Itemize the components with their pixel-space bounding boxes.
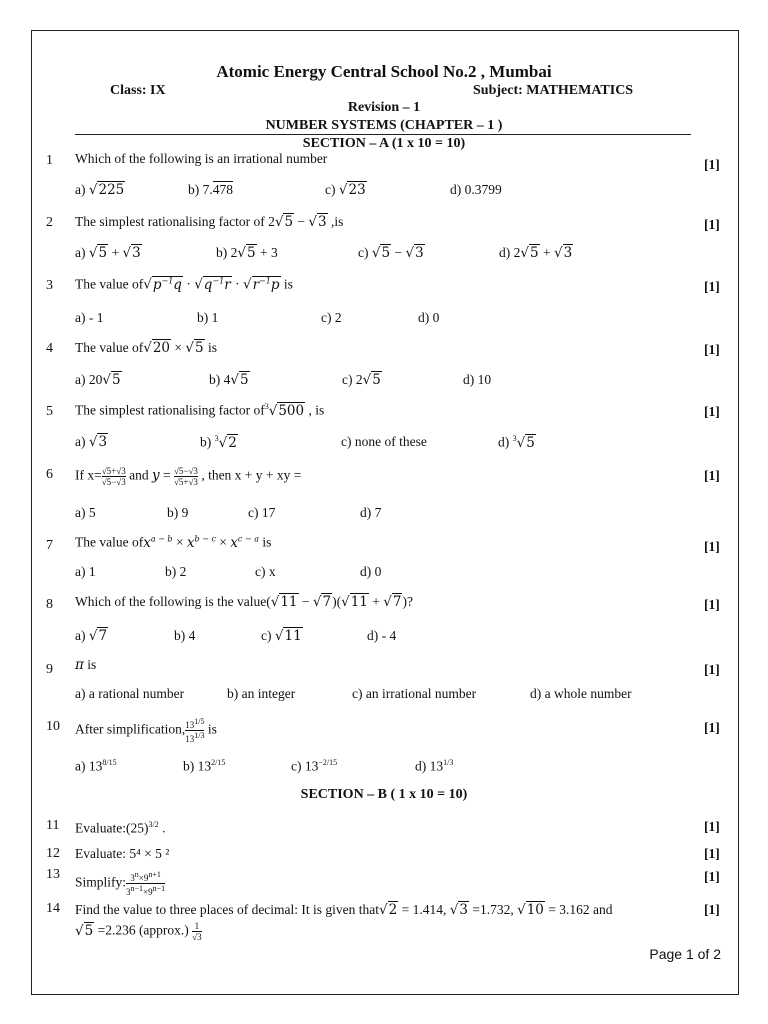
page-number: Page 1 of 2 bbox=[649, 946, 721, 962]
option-a: a) √225 bbox=[75, 182, 125, 198]
option-b: b) an integer bbox=[227, 686, 296, 701]
marks: [1] bbox=[704, 902, 720, 917]
header-divider bbox=[75, 134, 691, 135]
question-number: 8 bbox=[46, 597, 53, 612]
question-text: If x= $\frac{√5+√3}{√5-√3}$ and y = $\frac{√5-√3}{√5+√3}$ , then x + y + xy = bbox=[75, 466, 302, 487]
option-c: c) √11 bbox=[261, 628, 302, 644]
question-number: 13 bbox=[46, 867, 60, 882]
option-b: b) 9 bbox=[167, 505, 189, 520]
marks: [1] bbox=[704, 819, 720, 834]
question-text: Simplify: $\frac{3^n\times 9^{n+1}}{3^{n-1}\times 9^{n-1}}$ bbox=[75, 870, 166, 897]
question-number: 11 bbox=[46, 818, 60, 833]
option-c: c) √5 − √3 bbox=[358, 245, 424, 261]
option-d: d) 0 bbox=[360, 564, 382, 579]
option-a: a) - 1 bbox=[75, 310, 104, 325]
question-number: 12 bbox=[46, 846, 60, 861]
marks: [1] bbox=[704, 539, 720, 554]
question-number: 1 bbox=[46, 153, 53, 168]
question-text: The simplest rationalising factor of 2√5 − √3 ,is bbox=[75, 214, 344, 230]
question-number: 5 bbox=[46, 404, 53, 419]
option-c: c) an irrational number bbox=[352, 686, 477, 701]
marks: [1] bbox=[704, 720, 720, 735]
school-title: Atomic Energy Central School No.2 , Mumbai bbox=[216, 62, 552, 81]
question-number: 14 bbox=[46, 901, 60, 916]
class-label: Class: IX bbox=[110, 83, 166, 98]
marks: [1] bbox=[704, 404, 720, 419]
question-number: 4 bbox=[46, 341, 53, 356]
option-b: b) $13^{2/15}$ bbox=[183, 758, 226, 774]
question-text: Which of the following is an irrational number bbox=[75, 151, 328, 166]
marks: [1] bbox=[704, 597, 720, 612]
option-b: b) 2 bbox=[165, 564, 187, 579]
question-number: 2 bbox=[46, 215, 53, 230]
option-b: b) 2√5 + 3 bbox=[216, 245, 278, 261]
option-d: d) 2√5 + √3 bbox=[499, 245, 573, 261]
question-text: $Evaluate:(25)^{3/2}$ . bbox=[75, 820, 166, 836]
option-b: b) 7.478 bbox=[188, 182, 233, 197]
option-b: b) 1 bbox=[197, 310, 219, 325]
marks: [1] bbox=[704, 846, 720, 861]
marks: [1] bbox=[704, 279, 720, 294]
question-text: The value $ofx^{a - b} \times x^{b - c} \times x^{c - a}$ is bbox=[75, 534, 272, 551]
option-c: c) 17 bbox=[248, 505, 276, 520]
question-text: Evaluate: 5⁴ × 5 ² bbox=[75, 846, 170, 861]
question-text: The value of√20 × √5 is bbox=[75, 340, 217, 356]
option-d: d) 10 bbox=[463, 372, 492, 387]
option-a: a) $13^{8/15}$ bbox=[75, 758, 117, 774]
question-number: 6 bbox=[46, 467, 53, 482]
option-c: c) 2 bbox=[321, 310, 342, 325]
question-number: 9 bbox=[46, 662, 53, 677]
option-d: d) 0.3799 bbox=[450, 182, 502, 197]
option-d: d) 7 bbox=[360, 505, 382, 520]
option-d: d) - 4 bbox=[367, 628, 397, 643]
option-c: c) x bbox=[255, 564, 276, 579]
option-a: a) √5 + √3 bbox=[75, 245, 141, 261]
option-d: d) a whole number bbox=[530, 686, 632, 701]
marks: [1] bbox=[704, 662, 720, 677]
option-b: b) 4 bbox=[174, 628, 196, 643]
question-text: Find the value to three places of decimal: It is given that√2 = 1.414, √3 =1.732, √10 = 3.162 and bbox=[75, 902, 613, 918]
question-number: 7 bbox=[46, 538, 53, 553]
question-text: π is bbox=[75, 657, 97, 673]
marks: [1] bbox=[704, 157, 720, 172]
question-number: 3 bbox=[46, 278, 53, 293]
question-text-continued: √5 =2.236 (approx.) $\frac{1}{√3}$ bbox=[75, 921, 202, 942]
option-a: a) √3 bbox=[75, 434, 108, 450]
section-a-heading: SECTION – A (1 x 10 = 10) bbox=[302, 136, 466, 151]
marks: [1] bbox=[704, 217, 720, 232]
option-d: d) $13^{1/3}$ bbox=[415, 758, 454, 774]
marks: [1] bbox=[704, 468, 720, 483]
chapter-title: NUMBER SYSTEMS (CHAPTER – 1 ) bbox=[265, 118, 503, 133]
revision-label: Revision – 1 bbox=[347, 100, 421, 115]
subject-label: Subject: MATHEMATICS bbox=[473, 83, 634, 98]
option-a: a) 20√5 bbox=[75, 372, 121, 388]
marks: [1] bbox=[704, 869, 720, 884]
option-d: d) $^3$√5 bbox=[498, 434, 535, 451]
option-c: c) 2√5 bbox=[342, 372, 381, 388]
question-text: Which of the following is the value(√11 − √7)(√11 + √7)? bbox=[75, 594, 413, 610]
option-b: b) 4√5 bbox=[209, 372, 249, 388]
option-c: c) none of these bbox=[341, 434, 427, 449]
option-c: c) $13^{-2/15}$ bbox=[291, 758, 338, 774]
option-d: d) 0 bbox=[418, 310, 440, 325]
section-b-heading: SECTION – B ( 1 x 10 = 10) bbox=[300, 787, 468, 802]
question-text: After simplification, $\frac{13^{1/5}}{13^{1/3}}$ is bbox=[75, 717, 217, 744]
option-a: a) 1 bbox=[75, 564, 96, 579]
question-number: 10 bbox=[46, 719, 60, 734]
option-c: c) √23 bbox=[325, 182, 366, 198]
option-b: b) $^3$√2 bbox=[200, 434, 237, 451]
option-a: a) a rational number bbox=[75, 686, 185, 701]
marks: [1] bbox=[704, 342, 720, 357]
option-a: a) 5 bbox=[75, 505, 96, 520]
option-a: a) √7 bbox=[75, 628, 108, 644]
question-text: The value $of√p^{-1}q \cdot √q^{-1}r \cdot √r^{-1}p$ is bbox=[75, 276, 293, 293]
question-text: The simplest rationalising factor $of^3√500$ , is bbox=[75, 402, 325, 419]
